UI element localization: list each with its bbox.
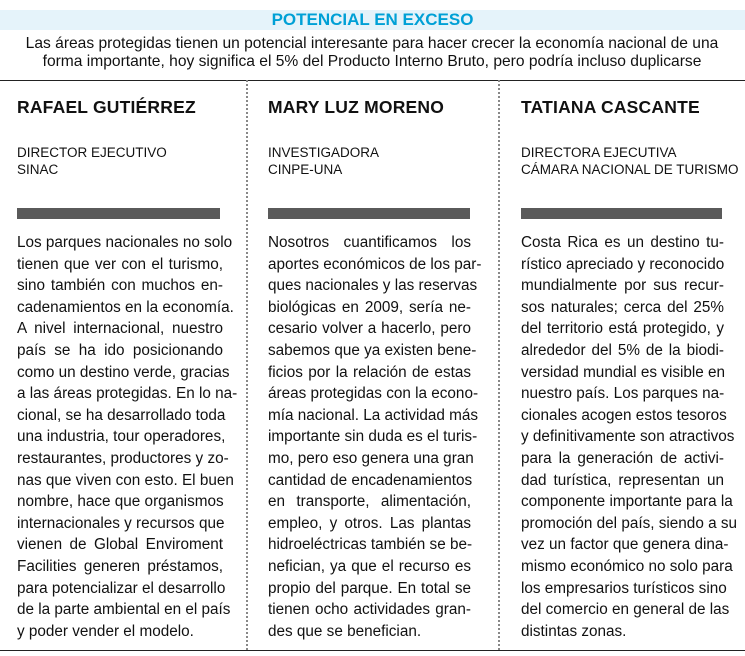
quote-line: sino también con muchos en-	[17, 277, 223, 295]
quote-line: cantidad de encadenamientos	[268, 471, 473, 489]
quote-line: una industria, tour operadores,	[17, 428, 226, 446]
quote-line: mismo económico no solo para	[521, 557, 733, 575]
top-rule	[0, 80, 745, 81]
infographic-title: POTENCIAL EN EXCESO	[271, 10, 474, 29]
quote-line: sos naturales; cerca del 25%	[521, 298, 724, 316]
quote-line: cional, se ha desarrollado toda	[17, 406, 226, 424]
quote-line: tienen que ver con el turismo,	[17, 255, 223, 273]
quote-line: alrededor del 5% de la biodi-	[521, 341, 724, 359]
role-title: INVESTIGADORA	[268, 145, 380, 160]
quote-line: biológicas en 2009, sería ne-	[268, 298, 471, 316]
quote-line: A nivel internacional, nuestro	[17, 320, 223, 338]
quote-line: propio del parque. En total se	[268, 579, 471, 597]
quote-text	[268, 232, 482, 642]
quote-line: empleo, y otros. Las plantas	[268, 514, 471, 532]
quote-line: para potencializar el desarrollo	[17, 579, 226, 597]
quote-line: restaurantes, productores y zo-	[17, 449, 229, 467]
quote-line: importante sin duda es el turis-	[268, 428, 478, 446]
quote-line: mía nacional. La actividad más	[268, 406, 479, 424]
quote-line: aportes económicos de los par-	[268, 255, 482, 273]
column-separator	[498, 80, 500, 650]
quote-line: en transporte, alimentación,	[268, 493, 471, 511]
role-title: DIRECTOR EJECUTIVO	[17, 145, 167, 160]
quote-line: vienen de Global Enviroment	[17, 536, 223, 554]
quote-line: mundialmente por sus recur-	[521, 277, 724, 295]
quote-line: nefician, ya que el recurso es	[268, 557, 471, 575]
quote-line: cesario volver a hacerlo, pero	[268, 320, 471, 338]
quote-line: dad turística, representan un	[521, 471, 724, 489]
quote-line: Facilities generen préstamos,	[17, 557, 223, 575]
quote-line: des que se benefician.	[268, 622, 422, 640]
quote-line: versidad mundial es visible en	[521, 363, 726, 381]
quote-text	[17, 232, 238, 642]
quote-line: a las áreas protegidas. En lo na-	[17, 385, 238, 403]
quote-line: tienen ocho actividades gran-	[268, 601, 471, 619]
divider-bar	[17, 208, 220, 219]
quote-line: promoción del país, siendo a su	[521, 514, 737, 532]
bottom-rule	[0, 650, 745, 651]
person-role	[521, 144, 739, 178]
role-organization: CÁMARA NACIONAL DE TURISMO	[521, 162, 739, 177]
quote-line: cadenamientos en la economía.	[17, 298, 234, 316]
subtitle-line: forma importante, hoy significa el 5% del Producto Interno Bruto, pero podría incluso duplicarse	[42, 53, 702, 70]
infographic-subtitle	[22, 35, 722, 71]
person-name: RAFAEL GUTIÉRREZ	[17, 97, 196, 117]
person-role	[17, 144, 167, 178]
quote-line: como un destino verde, gracias	[17, 363, 230, 381]
person-name: MARY LUZ MORENO	[268, 97, 445, 117]
quote-line: nas que viven con esto. El buen	[17, 471, 234, 489]
quote-line: ques nacionales y las reservas	[268, 277, 478, 295]
role-organization: CINPE-UNA	[268, 162, 343, 177]
quote-line: componente importante para la	[521, 493, 733, 511]
quote-line: para la generación de activi-	[521, 449, 724, 467]
person-role	[268, 144, 379, 178]
quote-line: vez un factor que genera dina-	[521, 536, 729, 554]
quote-line: internacionales y recursos que	[17, 514, 225, 532]
quote-line: nombre, hace que organismos	[17, 493, 224, 511]
quote-line: los empresarios turísticos sino	[521, 579, 727, 597]
subtitle-line: Las áreas protegidas tienen un potencial interesante para hacer crecer la economía nacional de una	[25, 35, 719, 52]
quote-line: de la parte ambiental en el país	[17, 601, 231, 619]
person-name: TATIANA CASCANTE	[521, 97, 700, 117]
quote-line: sabemos que ya existen bene-	[268, 341, 477, 359]
quote-line: país se ha ido posicionando	[17, 341, 223, 359]
quote-line: cionales acogen estos tesoros	[521, 406, 727, 424]
quote-line: del territorio está protegido, y	[521, 320, 724, 338]
quote-text	[521, 232, 737, 642]
role-organization: SINAC	[17, 162, 59, 177]
quote-line: hidroeléctricas también se be-	[268, 536, 473, 554]
quote-line: Nosotros cuantificamos los	[268, 234, 471, 251]
quote-line: y poder vender el modelo.	[17, 622, 194, 640]
quote-line: y definitivamente son atractivos	[521, 428, 735, 446]
quote-line: distintas zonas.	[521, 622, 627, 640]
quote-line: Los parques nacionales no solo	[17, 234, 233, 251]
quote-line: áreas protegidas con la econo-	[268, 385, 479, 403]
divider-bar	[521, 208, 722, 219]
quote-line: rístico apreciado y reconocido	[521, 255, 725, 273]
quote-line: Costa Rica es un destino tu-	[521, 234, 724, 251]
divider-bar	[268, 208, 470, 219]
quote-line: del comercio en general de las	[521, 601, 730, 619]
role-title: DIRECTORA EJECUTIVA	[521, 145, 677, 160]
column-separator	[246, 80, 248, 650]
quote-line: ficios por la relación de estas	[268, 363, 471, 381]
quote-line: nuestro país. Los parques na-	[521, 385, 725, 403]
quote-line: mo, pero eso genera una gran	[268, 449, 474, 467]
